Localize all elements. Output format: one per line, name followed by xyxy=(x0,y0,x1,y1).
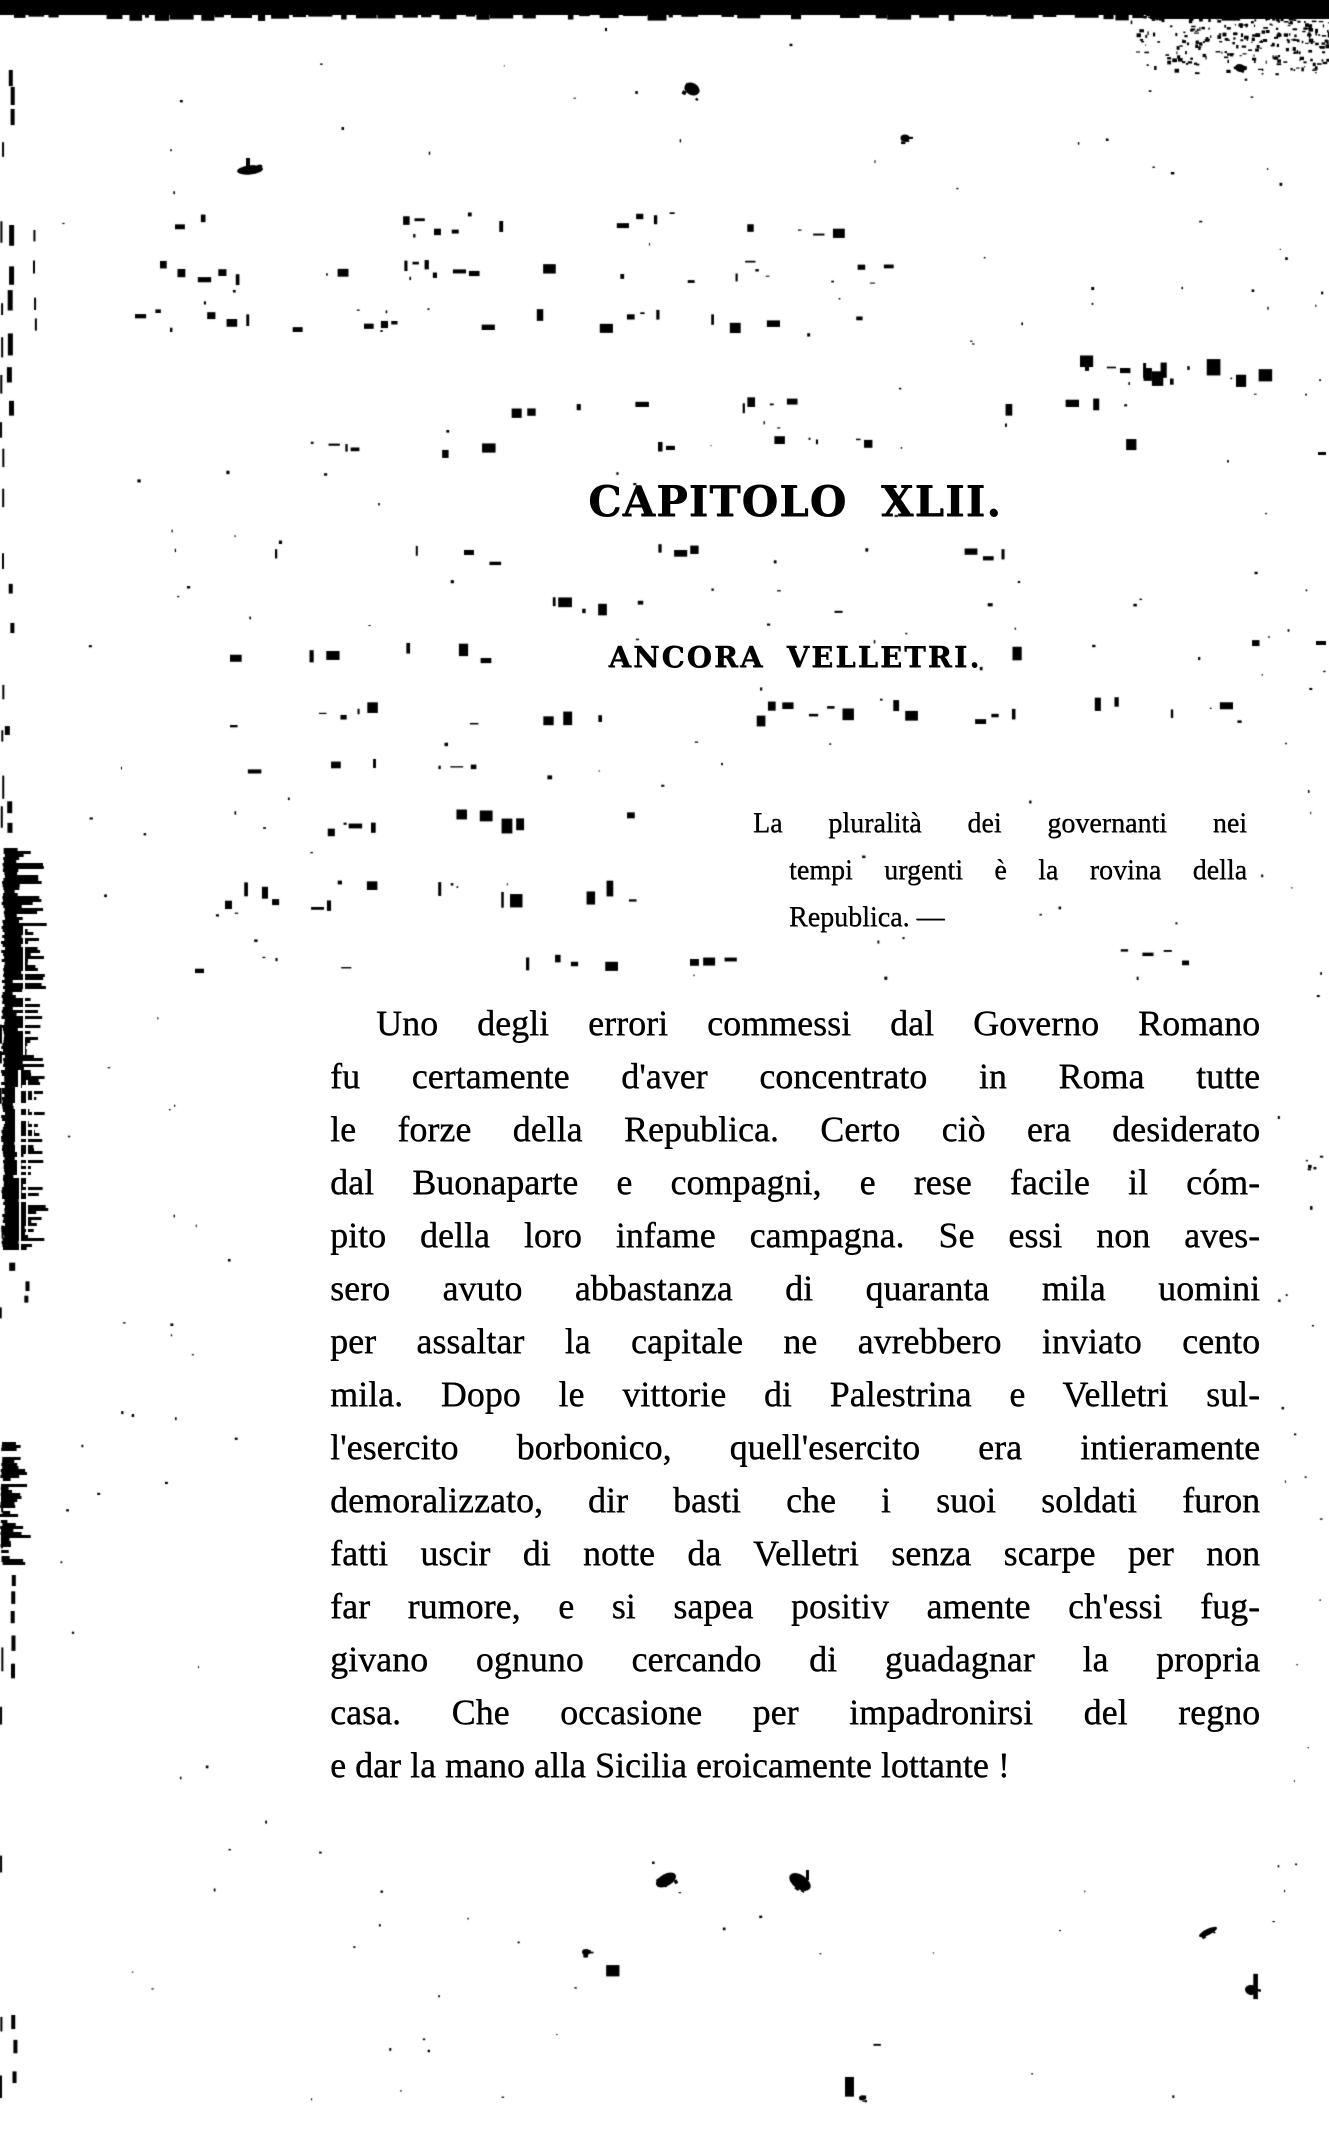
section-title: ANCORA VELLETRI. xyxy=(608,640,982,674)
body-line: l'esercito borbonico, quell'esercito era intieramente xyxy=(330,1427,1260,1467)
epigraph xyxy=(753,800,1247,941)
body-line: le forze della Republica. Certo ciò era desiderato xyxy=(330,1109,1260,1149)
epigraph-line: tempi urgenti è la rovina della xyxy=(789,855,1247,886)
body-line: per assaltar la capitale ne avrebbero inviato cento xyxy=(330,1321,1260,1361)
body-paragraph xyxy=(330,997,1260,1792)
epigraph-line: La pluralità dei governanti nei xyxy=(753,808,1247,839)
epigraph-line: Republica. — xyxy=(789,902,945,933)
body-line: e dar la mano alla Sicilia eroicamente lottante ! xyxy=(330,1745,1010,1785)
body-line: sero avuto abbastanza di quaranta mila uomini xyxy=(330,1268,1260,1308)
body-line: far rumore, e si sapea positiv amente ch'essi fug- xyxy=(330,1586,1260,1626)
body-line: casa. Che occasione per impadronirsi del regno xyxy=(330,1692,1260,1732)
body-line: dal Buonaparte e compagni, e rese facile il cóm- xyxy=(330,1162,1260,1202)
body-line: fatti uscir di notte da Velletri senza scarpe per non xyxy=(330,1533,1260,1573)
body-line: pito della loro infame campagna. Se essi non aves- xyxy=(330,1215,1260,1255)
chapter-heading: CAPITOLO XLII. xyxy=(588,477,1002,526)
body-line: givano ognuno cercando di guadagnar la propria xyxy=(330,1639,1260,1679)
body-line: fu certamente d'aver concentrato in Roma tutte xyxy=(330,1056,1260,1096)
body-line: Uno degli errori commessi dal Governo Romano xyxy=(376,1003,1260,1043)
body-line: demoralizzato, dir basti che i suoi soldati furon xyxy=(330,1480,1260,1520)
body-line: mila. Dopo le vittorie di Palestrina e Velletri sul- xyxy=(330,1374,1260,1414)
